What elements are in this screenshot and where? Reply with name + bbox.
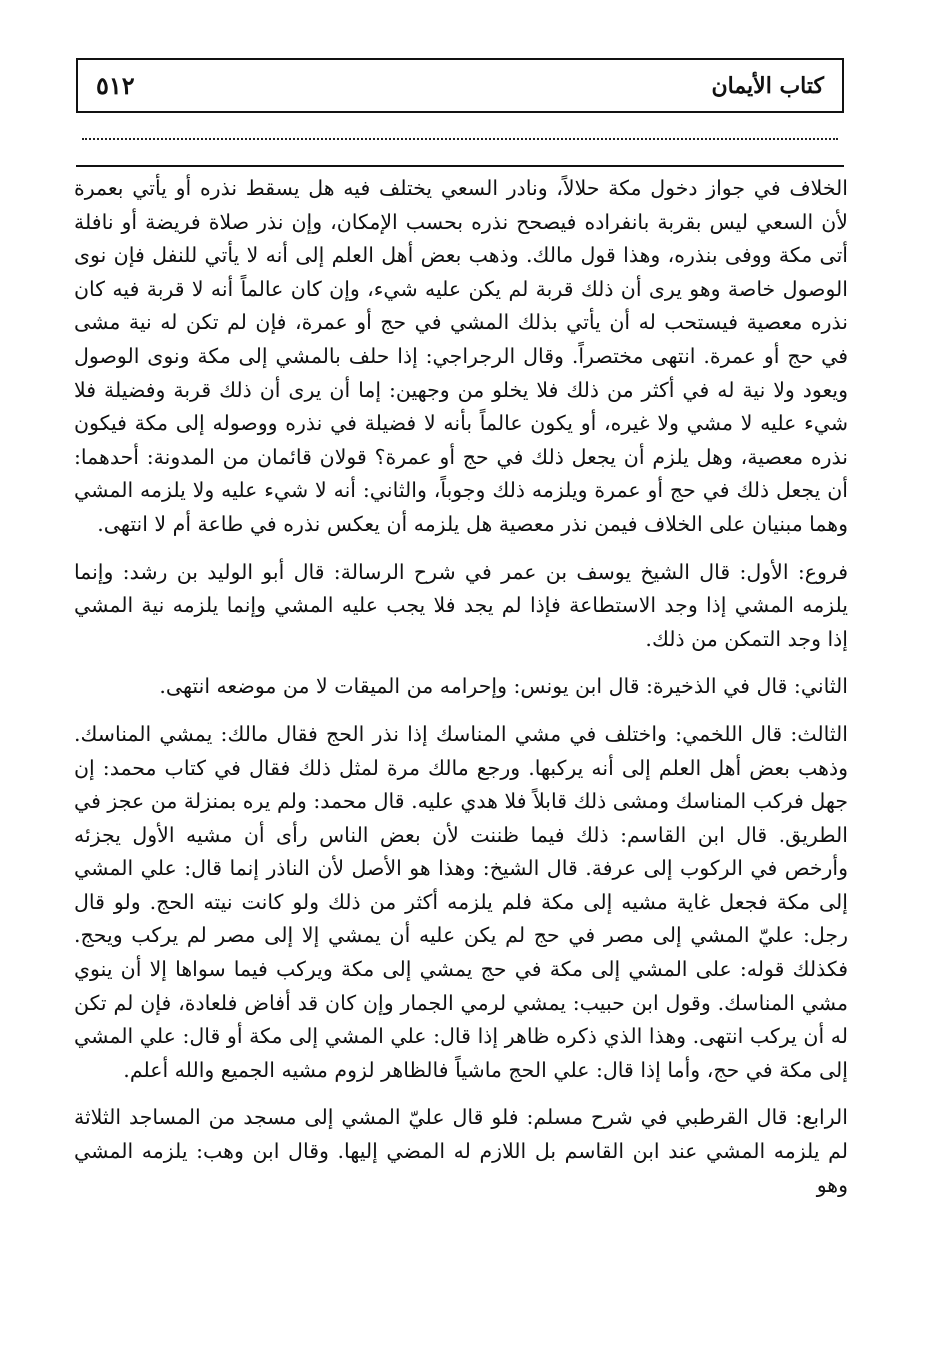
body-text — [74, 172, 848, 1202]
page-number: ٥١٢ — [96, 71, 135, 100]
dotted-separator — [82, 138, 838, 140]
paragraph: الثاني: قال في الذخيرة: قال ابن يونس: وإحرامه من الميقات لا من موضعه انتهى. — [159, 674, 848, 699]
paragraph: الرابع: قال القرطبي في شرح مسلم: فلو قال عليّ المشي إلى مسجد من المساجد الثلاثة لم يلزمه المشي عند ابن القاسم بل اللازم له المضي إليها. وقال ابن وهب: يلزمه المشي وهو — [74, 1105, 848, 1197]
paragraph: فروع: الأول: قال الشيخ يوسف بن عمر في شرح الرسالة: قال أبو الوليد بن رشد: وإنما يلزمه المشي إذا وجد الاستطاعة فإذا لم يجد فلا يجب عليه المشي وإنما يلزمه نية المشي إذا وجد التمكن من ذلك. — [74, 559, 848, 651]
page-header — [76, 58, 844, 113]
horizontal-rule — [76, 165, 844, 167]
book-title: كتاب الأيمان — [711, 72, 824, 99]
paragraph: الخلاف في جواز دخول مكة حلالاً، ونادر السعي يختلف فيه هل يسقط نذره أو يأتي بعمرة لأن السعي ليس بقربة بانفراده فيصحح نذره بحسب الإمكان، وإن نذر صلاة فريضة أو نافلة أتى مكة ووفى بنذره، وهذا قول مالك. وذهب بعض أهل العلم إلى أنه لا يأتي للنفل فإن نوى الوصول خاصة وهو يرى أن ذلك قربة لم يكن عليه شيء، وإن كان عالماً أنه لا قربة فيه كان نذره معصية فيستحب له أن يأتي بذلك المشي في حج أو عمرة، فإن لم تكن له نية مشى في حج أو عمرة. انتهى مختصراً. وقال الرجراجي: إذا حلف بالمشي إلى مكة ونوى الوصول ويعود ولا نية له في أكثر من ذلك فلا يخلو من وجهين: إما أن يرى أن ذلك قربة وفضيلة فلا شيء عليه لا مشي ولا غيره، أو يكون عالماً بأنه لا فضيلة في نذره ووصوله إلى مكة فيكون نذره معصية، وهل يلزم أن يجعل ذلك في حج أو عمرة؟ قولان قائمان من المدونة: أحدهما: أن يجعل ذلك في حج أو عمرة ويلزمه ذلك وجوباً، والثاني: أنه لا شيء عليه ولا يلزمه المشي وهما مبنيان على الخلاف فيمن نذر معصية هل يلزمه أن يعكس نذره في طاعة أم لا انتهى. — [74, 176, 848, 536]
paragraph: الثالث: قال اللخمي: واختلف في مشي المناسك إذا نذر الحج فقال مالك: يمشي المناسك. وذهب بعض أهل العلم إلى أنه يركبها. ورجع مالك مرة لمثل ذلك فقال في كتاب محمد: إن جهل فركب المناسك ومشى ذلك قابلاً فلا هدي عليه. قال محمد: ولم يره بمنزلة من عجز في الطريق. قال ابن القاسم: ذلك فيما ظننت لأن بعض الناس رأى أن مشيه الأول يجزئه وأرخص في الركوب إلى عرفة. قال الشيخ: وهذا هو الأصل لأن الناذر إنما قال: علي المشي إلى مكة فجعل غاية مشيه إلى مكة فلم يلزمه أكثر من ذلك ولو كانت نيته الحج. ولو قال رجل: عليّ المشي إلى مصر في حج لم يكن عليه أن يمشي إلا إلى مصر لم يركب ويحج. فكذلك قوله: على المشي إلى مكة في حج يمشي إلى مكة ويركب فيما سواها إلا أن ينوي مشي المناسك. وقول ابن حبيب: يمشي لرمي الجمار وإن كان قد أفاض فلعادة، فإن لم تكن له أن يركب انتهى. وهذا الذي ذكره ظاهر إذا قال: علي المشي إلى مكة أو قال: علي المشي إلى مكة في حج، وأما إذا قال: علي الحج ماشياً فالظاهر لزوم مشيه الجميع والله أعلم. — [74, 721, 848, 1082]
